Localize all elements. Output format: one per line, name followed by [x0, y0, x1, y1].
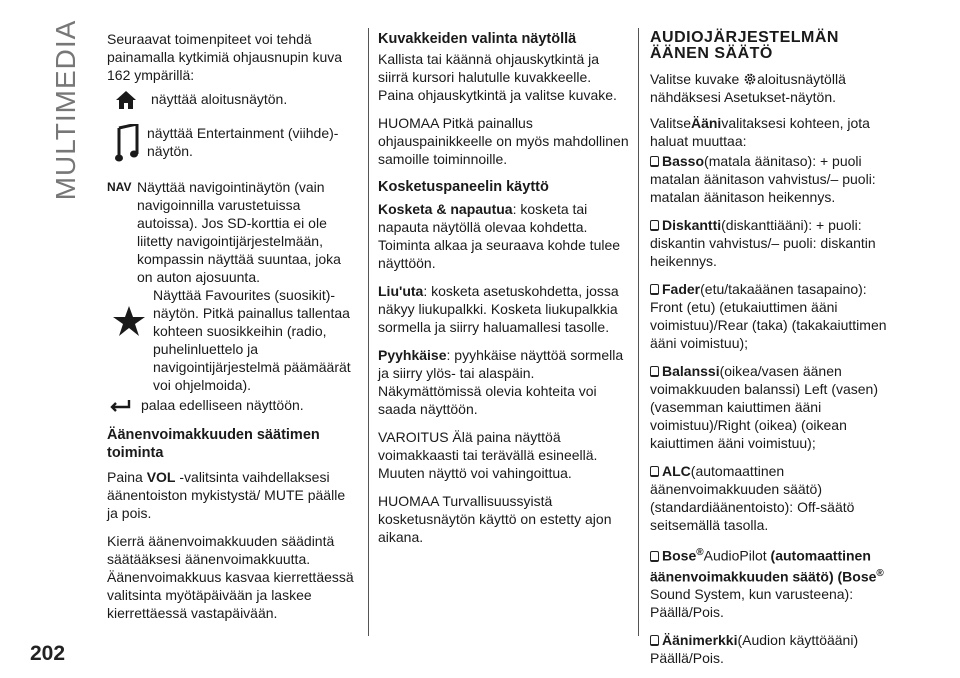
back-arrow-icon — [109, 398, 133, 412]
checkbox-icon — [650, 366, 659, 377]
column-divider — [368, 28, 369, 636]
star-icon — [113, 306, 145, 336]
safety-note: HUOMAA Turvallisuussyistä kosketusnäytön käyttö on estetty ajon aikana. — [378, 493, 612, 545]
music-note-icon — [115, 124, 141, 164]
back-row — [107, 396, 357, 426]
sound-setting-label: Basso — [662, 153, 705, 169]
slide-label: Liu'uta — [378, 283, 424, 299]
section-title — [650, 30, 900, 62]
sound-setting-label: Diskantti — [662, 217, 722, 233]
volume-heading: Äänenvoimakkuuden säätimen toiminta — [107, 427, 320, 461]
music-row — [107, 122, 357, 172]
sound-setting-text: (etu/takaäänen tasapaino): Front (etu) (etukaiuttimen ääni voimistuu)/Rear (taka) (takakaiuttimen ääni voimistuu); — [650, 281, 887, 351]
slide-text: : kosketa asetuskohdetta, jossa näkyy liukupalkki. Kosketa liukupalkkia sormella ja siirry haluamallesi tasolle. — [378, 283, 619, 335]
nav-label: NAV — [107, 180, 132, 194]
beep-label: Äänimerkki — [662, 632, 738, 649]
side-tab-label: MULTIMEDIA — [50, 19, 81, 201]
long-press-note: HUOMAA Pitkä painallus ohjauspainikkeelle on myös mahdollinen samoille toiminnoille. — [378, 115, 629, 167]
checkbox-icon — [650, 220, 659, 231]
icon-selection-heading: Kuvakkeiden valinta näytöllä — [378, 31, 577, 47]
swipe-label: Pyyhkäise — [378, 347, 447, 363]
bose-label: Bose — [662, 547, 697, 564]
swipe-text: : pyyhkäise näyttöä sormella ja siirry ylös- tai alaspäin. Näkymättömissä olevia kohteita voi saada näyttöön. — [378, 347, 624, 417]
section-title-line-1: AUDIOJÄRJESTELMÄN — [650, 29, 839, 46]
sound-setting-text: (automaattinen äänenvoimakkuuden säätö) (standardiäänentoisto): Off-säätö seitsemällä tasolla. — [650, 463, 855, 533]
beep-item — [650, 631, 900, 667]
bose-text-1: AudioPilot — [703, 547, 771, 564]
checkbox-icon — [650, 284, 659, 295]
registered-mark: ® — [876, 567, 884, 579]
vol-label: VOL — [146, 469, 176, 485]
swipe-paragraph — [378, 346, 630, 418]
touch-panel-heading: Kosketuspaneelin käyttö — [378, 179, 549, 195]
sound-setting-item — [650, 362, 900, 452]
column-2 — [378, 30, 630, 556]
music-text: näyttää Entertainment (viihde)-näytön. — [147, 125, 339, 159]
section-title-line-2: ÄÄNEN SÄÄTÖ — [650, 45, 773, 62]
sound-settings-list — [650, 152, 900, 534]
favourites-row — [107, 286, 357, 396]
sound-setting-label: Fader — [662, 281, 701, 297]
settings-p1-pre: Valitse kuvake — [650, 71, 740, 87]
select-sound-pre: Valitse — [650, 115, 691, 131]
touch-tap-label: Kosketa & napautua — [378, 201, 513, 217]
volume-paragraph-1 — [107, 468, 357, 522]
gear-icon — [743, 72, 757, 86]
bose-item — [650, 544, 900, 621]
sound-setting-text: (matala äänitaso): + puoli matalan äänitason vahvistus/– puoli: matalan äänitason heikennys. — [650, 153, 876, 205]
home-row — [107, 90, 357, 122]
volume-p1-post: -valitsinta vaihdellaksesi äänentoiston mykistystä/ MUTE päälle ja pois. — [107, 469, 346, 521]
sound-setting-text: (oikea/vasen äänen voimakkuuden balanssi) Left (vasen) (vasemman kaiuttimen ääni voimistuu)/Right (oikea) (oikean kaiuttimen ääni voimistuu); — [650, 363, 879, 451]
touch-tap-text: : kosketa tai napauta näytöllä olevaa kohdetta. Toiminta alkaa ja seuraava kohde tulee näyttöön. — [378, 201, 621, 271]
favourites-text: Näyttää Favourites (suosikit)-näytön. Pitkä painallus tallentaa kohteen suosikkeihin (radio, puhelinluettelo ja navigointijärjestelmä päämäärät voi ohjelmoida). — [153, 287, 351, 393]
sound-setting-label: ALC — [662, 463, 691, 479]
sound-setting-item — [650, 152, 900, 206]
home-text: näyttää aloitusnäytön. — [151, 91, 288, 107]
sound-setting-item — [650, 216, 900, 270]
sound-setting-item — [650, 280, 900, 352]
bose-bold-2: (automaattinen äänenvoimakkuuden säätö) (Bose — [650, 547, 877, 585]
checkbox-icon — [650, 551, 659, 562]
checkbox-icon — [650, 156, 659, 167]
touch-paragraph — [378, 200, 630, 272]
sound-setting-text: (diskanttiääni): + puoli: diskantin vahvistus/– puoli: diskantin heikennys. — [650, 217, 876, 269]
nav-row — [107, 178, 357, 286]
home-icon — [115, 90, 137, 110]
volume-paragraph-2: Kierrä äänenvoimakkuuden säädintä säätääksesi äänenvoimakkuutta. Äänenvoimakkuus kasvaa kierrettäessä valitsinta myötäpäivään ja laskee kierrettäessä vastapäivään. — [107, 533, 354, 621]
side-tab — [46, 19, 86, 201]
column-divider — [638, 28, 639, 636]
registered-mark: ® — [696, 547, 704, 558]
settings-paragraph — [650, 70, 900, 106]
slide-paragraph — [378, 282, 630, 336]
sound-setting-item — [650, 462, 900, 534]
volume-p1-pre: Paina — [107, 469, 147, 485]
warning-paragraph: VAROITUS Älä paina näyttöä voimakkaasti tai terävällä esineellä. Muuten näyttö voi vahingoittua. — [378, 429, 598, 481]
sound-label: Ääni — [690, 115, 722, 131]
sound-setting-label: Balanssi — [662, 363, 720, 379]
beep-text: (Audion käyttöääni) Päällä/Pois. — [650, 632, 859, 667]
checkbox-icon — [650, 466, 659, 477]
nav-text: Näyttää navigointinäytön (vain navigoinnilla varustetuissa autoissa). Jos SD-korttia ei ole liitetty navigointijärjestelmään, kompassin näyttää suuntaa, joka on auton ajosuunta. — [137, 179, 341, 285]
back-text: palaa edelliseen näyttöön. — [141, 397, 304, 413]
icon-selection-paragraph: Kallista tai käännä ohjauskytkintä ja siirrä kursori halutulle kuvakkeelle. Paina ohjauskytkintä ja valitse kuvake. — [378, 51, 617, 103]
page-number: 202 — [30, 642, 66, 665]
intro-paragraph: Seuraavat toimenpiteet voi tehdä painamalla kytkimiä ohjausnupin kuva 162 ympärillä: — [107, 31, 343, 83]
select-sound-paragraph — [650, 114, 900, 150]
bose-text-2: Sound System, kun varusteena): Päällä/Pois. — [650, 586, 854, 621]
settings-p1-post: aloitusnäytöllä nähdäksesi Asetukset-näytön. — [650, 71, 846, 105]
column-3 — [650, 30, 900, 677]
checkbox-icon — [650, 635, 659, 646]
column-1 — [107, 30, 357, 632]
select-sound-post: valitaksesi kohteen, jota haluat muuttaa: — [650, 115, 870, 149]
